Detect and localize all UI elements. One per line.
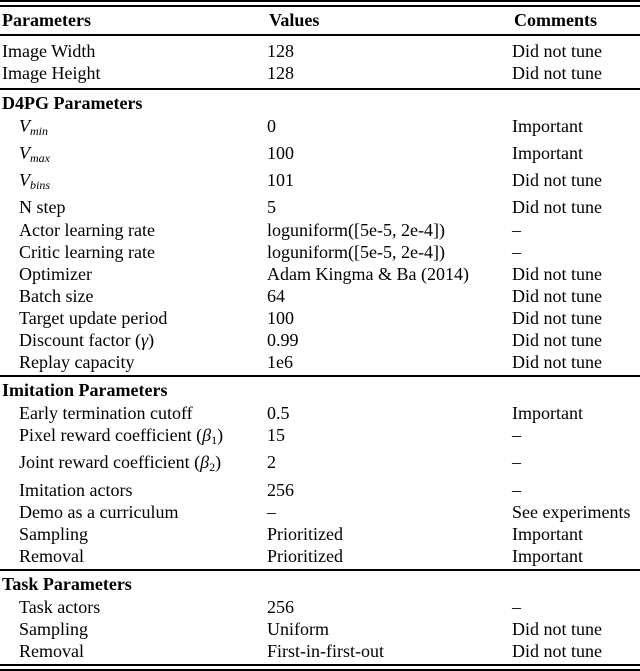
value-cell: Adam Kingma & Ba (2014) <box>267 263 469 284</box>
comment-cell: Important <box>512 116 583 137</box>
table-row <box>0 307 640 329</box>
section-title: Imitation Parameters <box>2 380 168 401</box>
comment-cell: – <box>512 241 521 262</box>
table-row <box>0 351 640 373</box>
param-cell: Optimizer <box>19 263 92 284</box>
table-body <box>0 36 640 664</box>
param-cell: Vbins <box>19 170 51 193</box>
value-cell: 5 <box>267 197 276 218</box>
comment-cell: Did not tune <box>512 330 602 351</box>
table-row <box>0 115 640 142</box>
value-cell: 0.99 <box>267 330 299 351</box>
param-cell: Sampling <box>19 523 89 544</box>
table-row <box>0 285 640 307</box>
comment-cell: – <box>512 425 521 446</box>
table-row <box>0 169 640 196</box>
table-row <box>0 196 640 218</box>
table-row <box>0 451 640 478</box>
param-cell: Vmin <box>19 116 48 139</box>
comment-cell: See experiments <box>512 501 631 522</box>
value-cell: 100 <box>267 143 294 164</box>
table-row <box>0 219 640 241</box>
comment-cell: – <box>512 219 521 240</box>
value-cell: Prioritized <box>267 523 343 544</box>
table-row <box>0 523 640 545</box>
param-cell: Early termination cutoff <box>19 403 193 424</box>
comment-cell: Did not tune <box>512 641 602 662</box>
column-header-comments: Comments <box>514 10 597 30</box>
param-cell: Actor learning rate <box>19 219 155 240</box>
table-row <box>0 402 640 424</box>
value-cell: 101 <box>267 170 294 191</box>
value-cell: 1e6 <box>267 352 293 373</box>
value-cell: 0 <box>267 116 276 137</box>
table-section <box>0 90 640 375</box>
bottom-double-rule <box>0 664 640 671</box>
table-row <box>0 241 640 263</box>
value-cell: 15 <box>267 425 285 446</box>
table-row <box>0 545 640 567</box>
table-row <box>0 142 640 169</box>
comment-cell: – <box>512 596 521 617</box>
comment-cell: Important <box>512 523 583 544</box>
value-cell: 128 <box>267 41 294 61</box>
value-cell: – <box>267 501 276 522</box>
param-cell: Removal <box>19 641 84 662</box>
param-cell: Pixel reward coefficient (β1) <box>19 425 224 448</box>
value-cell: 128 <box>267 63 294 84</box>
param-cell: Imitation actors <box>19 479 133 500</box>
value-cell: Uniform <box>267 618 329 639</box>
table-row <box>0 329 640 351</box>
table-row <box>0 596 640 618</box>
value-cell: 2 <box>267 452 276 473</box>
comment-cell: – <box>512 452 521 473</box>
table-row <box>0 263 640 285</box>
value-cell: First-in-first-out <box>267 641 384 662</box>
table-row <box>0 618 640 640</box>
value-cell: 256 <box>267 596 294 617</box>
table-row <box>0 424 640 451</box>
column-header-parameters: Parameters <box>2 10 91 30</box>
value-cell: Prioritized <box>267 545 343 566</box>
section-title: Task Parameters <box>2 573 132 594</box>
table-row <box>0 640 640 662</box>
comment-cell: Did not tune <box>512 197 602 218</box>
param-cell: Replay capacity <box>19 352 135 373</box>
param-cell: Image Height <box>2 63 101 84</box>
table-row <box>0 479 640 501</box>
param-cell: Discount factor (γ) <box>19 330 155 351</box>
param-cell: Removal <box>19 545 84 566</box>
comment-cell: Did not tune <box>512 263 602 284</box>
comment-cell: Important <box>512 545 583 566</box>
comment-cell: Did not tune <box>512 352 602 373</box>
value-cell: 256 <box>267 479 294 500</box>
value-cell: loguniform([5e-5, 2e-4]) <box>267 241 445 262</box>
comment-cell: Did not tune <box>512 170 602 191</box>
comment-cell: Important <box>512 143 583 164</box>
value-cell: 0.5 <box>267 403 290 424</box>
value-cell: loguniform([5e-5, 2e-4]) <box>267 219 445 240</box>
comment-cell: Did not tune <box>512 307 602 328</box>
table-section <box>0 571 640 664</box>
comment-cell: Did not tune <box>512 41 602 61</box>
table-row <box>0 62 640 84</box>
column-header-values: Values <box>269 10 320 30</box>
table-header-row <box>0 7 640 34</box>
param-cell: Task actors <box>19 596 101 617</box>
param-cell: Joint reward coefficient (β2) <box>19 452 222 475</box>
param-cell: Image Width <box>2 41 96 61</box>
param-cell: Critic learning rate <box>19 241 155 262</box>
param-cell: Batch size <box>19 285 94 306</box>
param-cell: Sampling <box>19 618 89 639</box>
param-cell: Target update period <box>19 307 168 328</box>
comment-cell: Did not tune <box>512 285 602 306</box>
param-cell: Vmax <box>19 143 50 166</box>
comment-cell: Did not tune <box>512 63 602 84</box>
param-cell: Demo as a curriculum <box>19 501 179 522</box>
value-cell: 64 <box>267 285 285 306</box>
table-row <box>0 501 640 523</box>
comment-cell: Did not tune <box>512 618 602 639</box>
value-cell: 100 <box>267 307 294 328</box>
table-section <box>0 377 640 569</box>
comment-cell: Important <box>512 403 583 424</box>
section-title: D4PG Parameters <box>2 93 143 114</box>
comment-cell: – <box>512 479 521 500</box>
table-section <box>0 36 640 88</box>
param-cell: N step <box>19 197 66 218</box>
table-row <box>0 40 640 62</box>
top-double-rule <box>0 0 640 7</box>
